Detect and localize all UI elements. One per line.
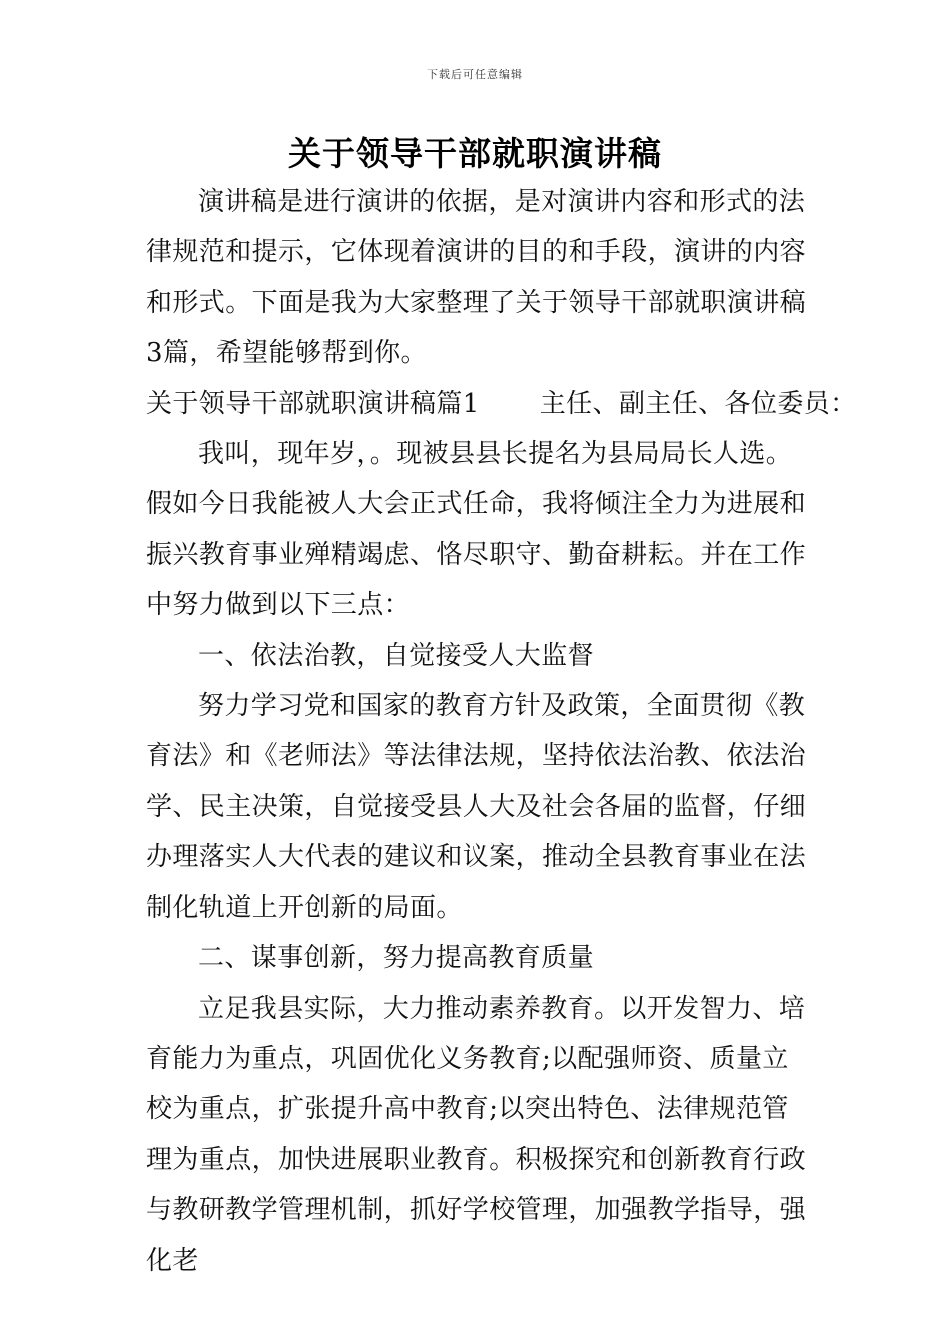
intro-paragraph: 演讲稿是进行演讲的依据，是对演讲内容和形式的法律规范和提示，它体现着演讲的目的和手段，演讲的内容和形式。下面是我为大家整理了关于领导干部就职演讲稿3篇，希望能够帮到你。 (146, 187, 807, 369)
subheading-2: 二、谋事创新，努力提高教育质量 (198, 943, 595, 974)
header-note: 下载后可任意编辑 (427, 68, 523, 81)
body-paragraph: 努力学习党和国家的教育方针及政策，全面贯彻《教育法》和《老师法》等法律法规，坚持依法治教、依法治学、民主决策，自觉接受县人大及社会各届的监督，仔细办理落实人大代表的建议和议案，推动全县教育事业在法制化轨道上开创新的局面。 (146, 691, 807, 923)
section-heading-line (146, 379, 857, 429)
subheading-1: 一、依法治教，自觉接受人大监督 (198, 640, 595, 671)
document-body (146, 177, 857, 1286)
page-title: 关于领导干部就职演讲稿 (288, 134, 662, 173)
section-heading: 关于领导干部就职演讲稿篇1 (146, 388, 480, 419)
body-paragraph: 我叫，现年岁，。现被县县长提名为县局局长人选。假如今日我能被人大会正式任命，我将倾注全力为进展和振兴教育事业殚精竭虑、恪尽职守、勤奋耕耘。并在工作中努力做到以下三点： (146, 439, 807, 621)
body-paragraph: 立足我县实际，大力推动素养教育。以开发智力、培育能力为重点，巩固优化义务教育;以配强师资、质量立校为重点，扩张提升高中教育;以突出特色、法律规范管理为重点，加快进展职业教育。积极探究和创新教育行政与教研教学管理机制，抓好学校管理，加强教学指导，强化老 (146, 993, 807, 1276)
salutation: 主任、副主任、各位委员： (539, 388, 857, 419)
